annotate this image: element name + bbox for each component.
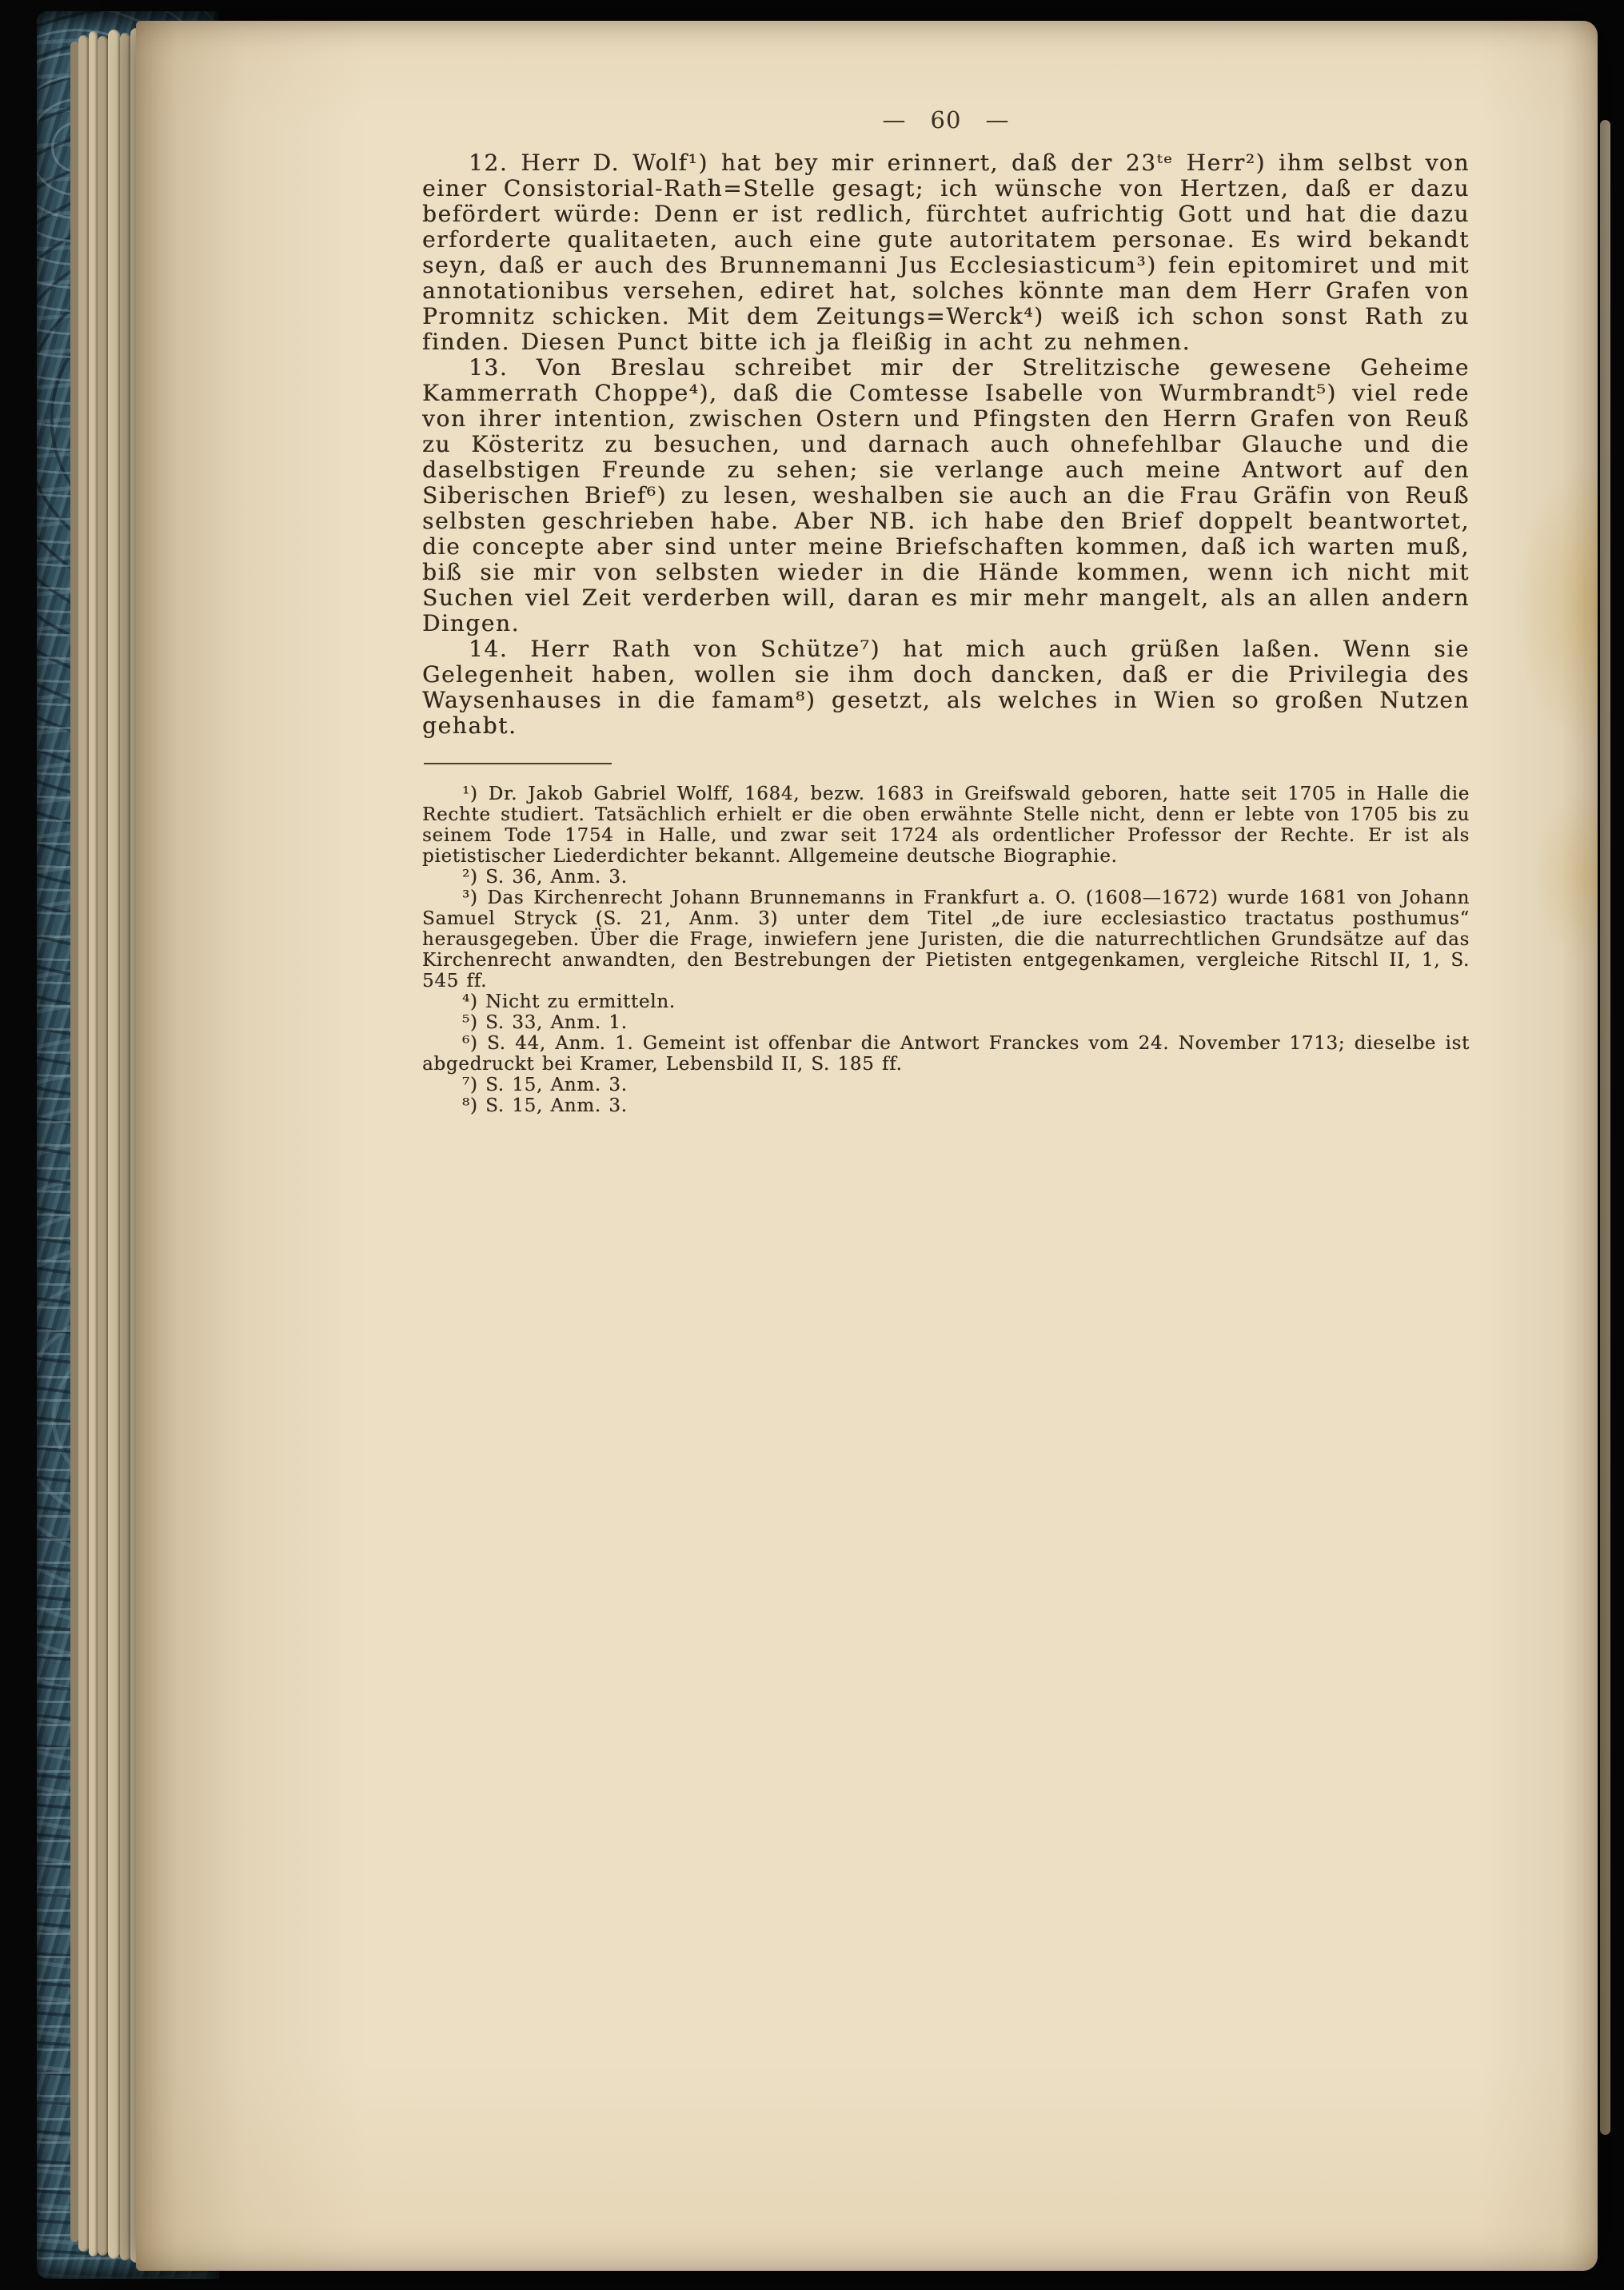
footnote-6: ⁶) S. 44, Anm. 1. Gemeint ist offenbar die Antwort Franckes vom 24. November 1713; dieselbe ist abgedruckt bei Kramer, Lebensbild II, S. 185 ff. — [422, 1033, 1470, 1075]
paragraph-12: 12. Herr D. Wolf¹) hat bey mir erinnert, daß der 23ᵗᵉ Herr²) ihm selbst von einer Consistorial-Rath=Stelle gesagt; ich wünsche von Hertzen, daß er dazu befördert würde: Denn er ist redlich, fürchtet aufrichtig Gott und hat die dazu erforderte qualitaeten, auch eine gute autoritatem personae. Es wird bekandt seyn, daß er auch des Brunnemanni Jus Ecclesiasticum³) fein epitomiret und mit annotationibus versehen, ediret hat, solches könnte man dem Herr Grafen von Promnitz schicken. Mit dem Zeitungs=Werck⁴) weiß ich schon sonst Rath zu finden. Diesen Punct bitte ich ja fleißig in acht zu nehmen. — [422, 150, 1470, 355]
footnotes — [422, 784, 1470, 1116]
paragraph-13: 13. Von Breslau schreibet mir der Strelitzische gewesene Geheime Kammerrath Choppe⁴), daß die Comtesse Isabelle von Wurmbrandt⁵) viel rede von ihrer intention, zwischen Ostern und Pfingsten den Herrn Grafen von Reuß zu Kösteritz zu besuchen, und darnach auch ohnefehlbar Glauche und die daselbstigen Freunde zu sehen; sie verlange auch meine Antwort auf den Siberischen Brief⁶) zu lesen, weshalben sie auch an die Frau Gräfin von Reuß selbsten geschrieben habe. Aber NB. ich habe den Brief doppelt beantwortet, die concepte aber sind unter meine Briefschaften kommen, daß ich warten muß, biß sie mir von selbsten wieder in die Hände kommen, wenn ich nicht mit Suchen viel Zeit verderben will, daran es mir mehr mangelt, als an allen andern Dingen. — [422, 354, 1470, 636]
header-dash-left: — — [882, 106, 907, 134]
page-edge-strip — [89, 31, 98, 2256]
footnote-5: ⁵) S. 33, Anm. 1. — [462, 1012, 628, 1033]
page-edge-strip — [98, 36, 108, 2256]
page-header — [422, 106, 1470, 134]
right-page-edge — [1600, 120, 1610, 2135]
paragraph-14: 14. Herr Rath von Schütze⁷) hat mich auch grüßen laßen. Wenn sie Gelegenheit haben, wollen sie ihm doch dancken, daß er die Privilegia des Waysenhauses in die famam⁸) gesetzt, als welches in Wien so großen Nutzen gehabt. — [422, 636, 1470, 739]
footnote-7: ⁷) S. 15, Anm. 3. — [462, 1075, 628, 1095]
page-edge-strip — [78, 35, 89, 2252]
header-dash-right: — — [985, 106, 1010, 134]
footnote-separator — [424, 763, 612, 764]
page-edge-strip — [108, 30, 120, 2259]
page-number: 60 — [930, 106, 962, 134]
main-text — [422, 150, 1470, 739]
footnote-3: ³) Das Kirchenrecht Johann Brunnemanns in Frankfurt a. O. (1608—1672) wurde 1681 von Johann Samuel Stryck (S. 21, Anm. 3) unter dem Titel „de iure ecclesiastico tractatus posthumus“ herausgegeben. Über die Frage, inwiefern jene Juristen, die die naturrechtlichen Grundsätze auf das Kirchenrecht anwandten, den Bestrebungen der Pietisten entgegenkamen, vergleiche Ritschl II, 1, S. 545 ff. — [422, 888, 1470, 991]
book-page — [136, 21, 1598, 2271]
footnote-2: ²) S. 36, Anm. 3. — [462, 867, 628, 888]
text-column — [422, 150, 1470, 1116]
page-edge-strip — [120, 33, 130, 2260]
footnote-4: ⁴) Nicht zu ermitteln. — [462, 991, 676, 1012]
footnote-8: ⁸) S. 15, Anm. 3. — [462, 1095, 628, 1116]
footnote-1: ¹) Dr. Jakob Gabriel Wolff, 1684, bezw. 1683 in Greifswald geboren, hatte seit 1705 in Halle die Rechte studiert. Tatsächlich erhielt er die oben erwähnte Stelle nicht, denn er lebte von 1705 bis zu seinem Tode 1754 in Halle, und zwar seit 1724 als ordentlicher Professor der Rechte. Er ist als pietistischer Liederdichter bekannt. Allgemeine deutsche Biographie. — [422, 784, 1470, 867]
